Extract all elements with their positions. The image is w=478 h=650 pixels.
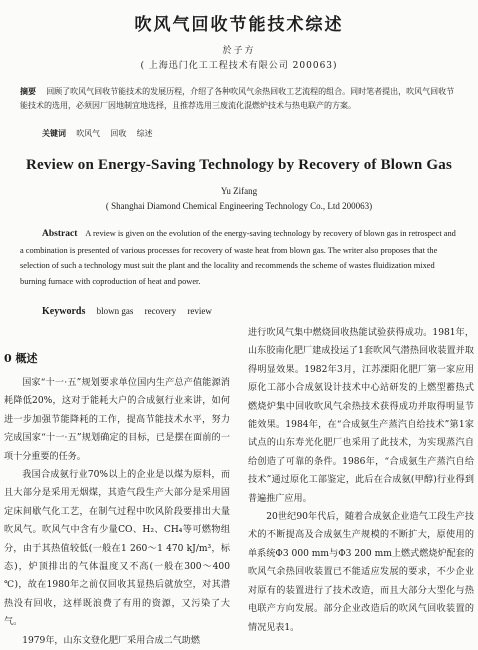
- english-affiliation: ( Shanghai Diamond Chemical Engineering Technology Co., Ltd 200063): [105, 201, 373, 211]
- section-heading: 0 概述: [4, 352, 38, 365]
- keyword-en: review: [187, 306, 212, 316]
- abstract-cn-label: 摘要: [20, 86, 36, 96]
- paper-title: 吹风气回收节能技术综述: [134, 15, 344, 35]
- abstract-en: [20, 226, 460, 289]
- abstract-en-label: Abstract: [42, 229, 78, 239]
- abstract-en-text: A review is given on the evolution of the energy-saving technology by recovery of blown gas in retrospect and a combination is presented of various processes for recovery of waste heat from blown gas. The writer also proposes that the selection of such a technology must suit the plant and the locality and recommends the scheme of wastes fluidization mixed burning furnace with coproduction of heat and power.: [20, 229, 456, 286]
- keyword-en: blown gas: [96, 306, 134, 316]
- body-paragraph: 国家“十一·五”规划要求单位国内生产总产值能源消耗降低20%，这对于能耗大户的合成氨行业来讲，如何进一步加强节能降耗的工作，提高节能技术水平，努力完成国家“十一·五”规划确定的目标，已是摆在面前的一项十分重要的任务。: [4, 378, 230, 462]
- abstract-cn-text: 回顾了吹风气回收节能技术的发展历程，介绍了各种吹风气余热回收工艺流程的组合。同时笔者提出，吹风气回收节能技术的选用，必须因厂因地制宜地选择，且推荐选用三废流化混燃炉技术与热电联产的方案。: [20, 87, 455, 110]
- body-paragraph: 20世纪90年代后，随着合成氨企业造气工段生产技术的不断提高及合成氨生产规模的不断扩大，原使用的单系统Φ3 000 mm与Φ3 200 mm上燃式燃烧炉配套的吹风气余热回收装置已不能适应发展的要求，不少企业对原有的装置进行了技术改造，而且大部分大型化与热电联产方向发展。部分企业改造后的吹风气回收装置的情况见表1。: [248, 512, 474, 633]
- keyword-en: recovery: [144, 306, 177, 316]
- body-paragraph: 1979年，山东文登化肥厂采用合成二气助燃: [22, 635, 200, 646]
- author-name: 於子方: [222, 46, 256, 56]
- keywords-en-label: Keywords: [42, 306, 86, 317]
- abstract-cn: [20, 84, 462, 113]
- body-paragraph: 我国合成氨行业70%以上的企业是以煤为原料，而且大部分是采用无烟煤，其造气段生产大部分是采用固定床间歇气化工艺，在制气过程中吹风阶段要排出大量吹风气。吹风气中含有少量CO、H₂、CH₄等可燃物组分，由于其热值较低(一般在1 260～1 470 kJ/m³，标态)，炉顶排出的气体温度又不高(一般在300～400 ℃)，故在1980年之前仅回收其显热后就放空，对其潜热没有回收，这样既浪费了有用的资源，又污染了大气。: [4, 470, 230, 628]
- keyword-cn: 综述: [136, 129, 153, 138]
- body-right-column: [248, 324, 474, 637]
- body-paragraph: 进行吹风气集中燃烧回收热能试验获得成功。1981年，山东胶南化肥厂建成投运了1套吹风气潜热回收装置并取得明显效果。1982年3月，江苏溧阳化肥厂第一家应用原化工部小合成氨设计技术中心站研发的上燃型蓄热式燃烧炉集中回收吹风气余热技术获得成功并取得明显节能效果。1984年，在“合成氨生产蒸汽自给技术”第1家试点的山东寿光化肥厂也采用了此技术，为实现蒸汽自给创造了可靠的条件。1986年，“合成氨生产蒸汽自给技术”通过原化工部鉴定，此后在合成氨(甲醇)行业得到普遍推广应用。: [248, 328, 474, 504]
- keywords-en: [42, 306, 212, 317]
- english-author: Yu Zifang: [220, 186, 258, 196]
- keyword-cn: 吹风气: [76, 129, 101, 138]
- keywords-cn: [42, 128, 153, 139]
- author-affiliation: ( 上海迅门化工工程技术有限公司 200063): [140, 61, 338, 71]
- keyword-cn: 回收: [110, 129, 127, 138]
- body-left-column: [4, 374, 230, 650]
- keywords-cn-label: 关键词: [42, 128, 66, 138]
- english-title: Review on Energy-Saving Technology by Recovery of Blown Gas: [26, 157, 452, 173]
